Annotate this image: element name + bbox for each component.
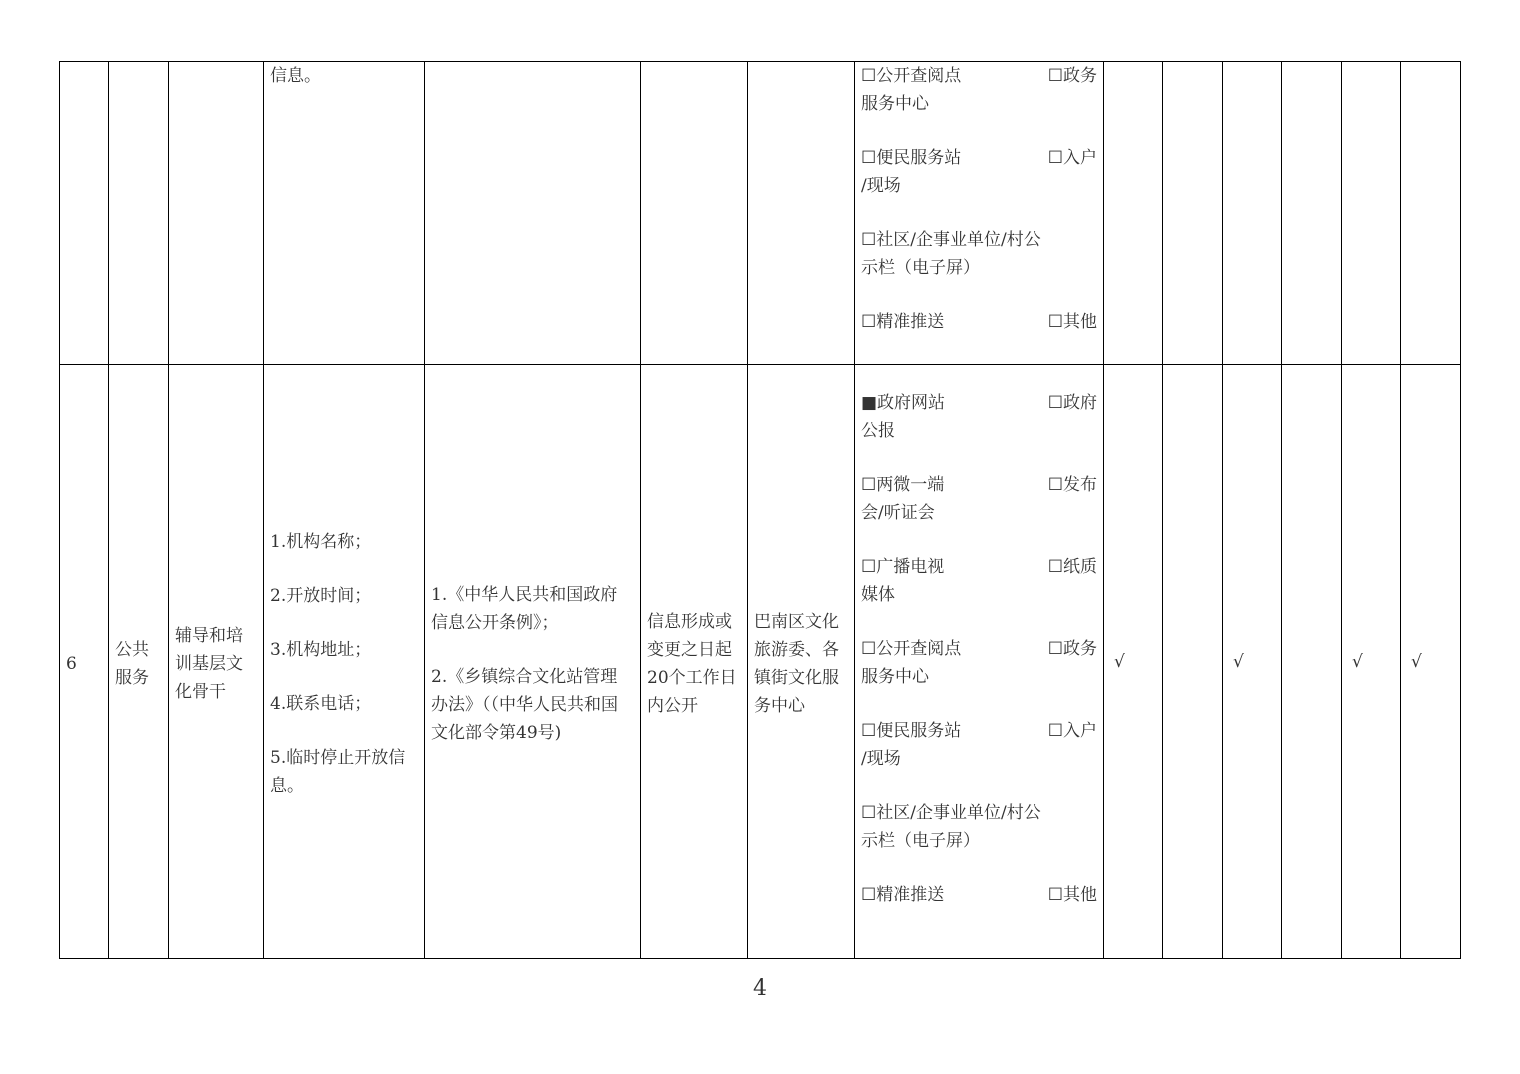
cell-check [1104, 62, 1163, 365]
cell-check [1342, 62, 1401, 365]
channel-option: ☐便民服务站 ☐入户 /现场 [861, 148, 1097, 196]
cell-num: 6 [60, 365, 109, 959]
cell-check [1282, 365, 1342, 959]
item-line: 3.机构地址； [270, 639, 372, 660]
cell-num [60, 62, 109, 365]
channel-option: ☐两微一端 ☐发布 会/听证会 [861, 475, 1097, 523]
cell-body [748, 62, 855, 365]
page-number: 4 [753, 976, 767, 1001]
law-line: 1.《中华人民共和国政府信息公开条例》； [431, 584, 618, 633]
item-line: 5.临时停止开放信息。 [270, 747, 406, 796]
cell-subject [169, 62, 264, 365]
channel-option: ■政府网站 ☐政府 公报 [861, 393, 1097, 441]
table-row [60, 365, 1461, 959]
cell-category: 公共服务 [109, 365, 169, 959]
cell-channels [855, 62, 1104, 365]
cell-channels [855, 365, 1104, 959]
channel-option: ☐便民服务站 ☐入户 /现场 [861, 721, 1097, 769]
cell-items [264, 365, 425, 959]
table-row-continued [60, 62, 1461, 365]
channel-option: ☐广播电视 ☐纸质 媒体 [861, 557, 1097, 605]
law-line: 2.《乡镇综合文化站管理办法》（（中华人民共和国文化部令第49号) [431, 666, 618, 743]
item-tail: 信息。 [270, 66, 321, 86]
cell-check [1163, 365, 1223, 959]
channel-option: ☐精准推送 ☐其他 [861, 885, 1097, 905]
cell-body: 巴南区文化旅游委、各镇街文化服务中心 [748, 365, 855, 959]
cell-laws [425, 365, 641, 959]
item-line: 2.开放时间； [270, 585, 372, 606]
cell-check: √ [1342, 365, 1401, 959]
channel-option: ☐精准推送 ☐其他 [861, 312, 1097, 332]
item-line: 1.机构名称； [270, 531, 372, 552]
channel-option: ☐公开查阅点 ☐政务 服务中心 [861, 66, 1097, 114]
cell-deadline [641, 62, 748, 365]
disclosure-table [59, 61, 1461, 959]
channel-option: ☐社区/企事业单位/村公 示栏（电子屏） [861, 230, 1041, 278]
cell-check [1401, 62, 1461, 365]
cell-subject: 辅导和培训基层文化骨干 [169, 365, 264, 959]
cell-category [109, 62, 169, 365]
cell-deadline: 信息形成或变更之日起20个工作日内公开 [641, 365, 748, 959]
cell-items [264, 62, 425, 365]
channel-option: ☐公开查阅点 ☐政务 服务中心 [861, 639, 1097, 687]
cell-check: √ [1104, 365, 1163, 959]
cell-check: √ [1401, 365, 1461, 959]
cell-check [1163, 62, 1223, 365]
item-line: 4.联系电话； [270, 693, 372, 714]
cell-check: √ [1223, 365, 1282, 959]
cell-check [1223, 62, 1282, 365]
channel-option: ☐社区/企事业单位/村公 示栏（电子屏） [861, 803, 1041, 851]
cell-check [1282, 62, 1342, 365]
cell-laws [425, 62, 641, 365]
